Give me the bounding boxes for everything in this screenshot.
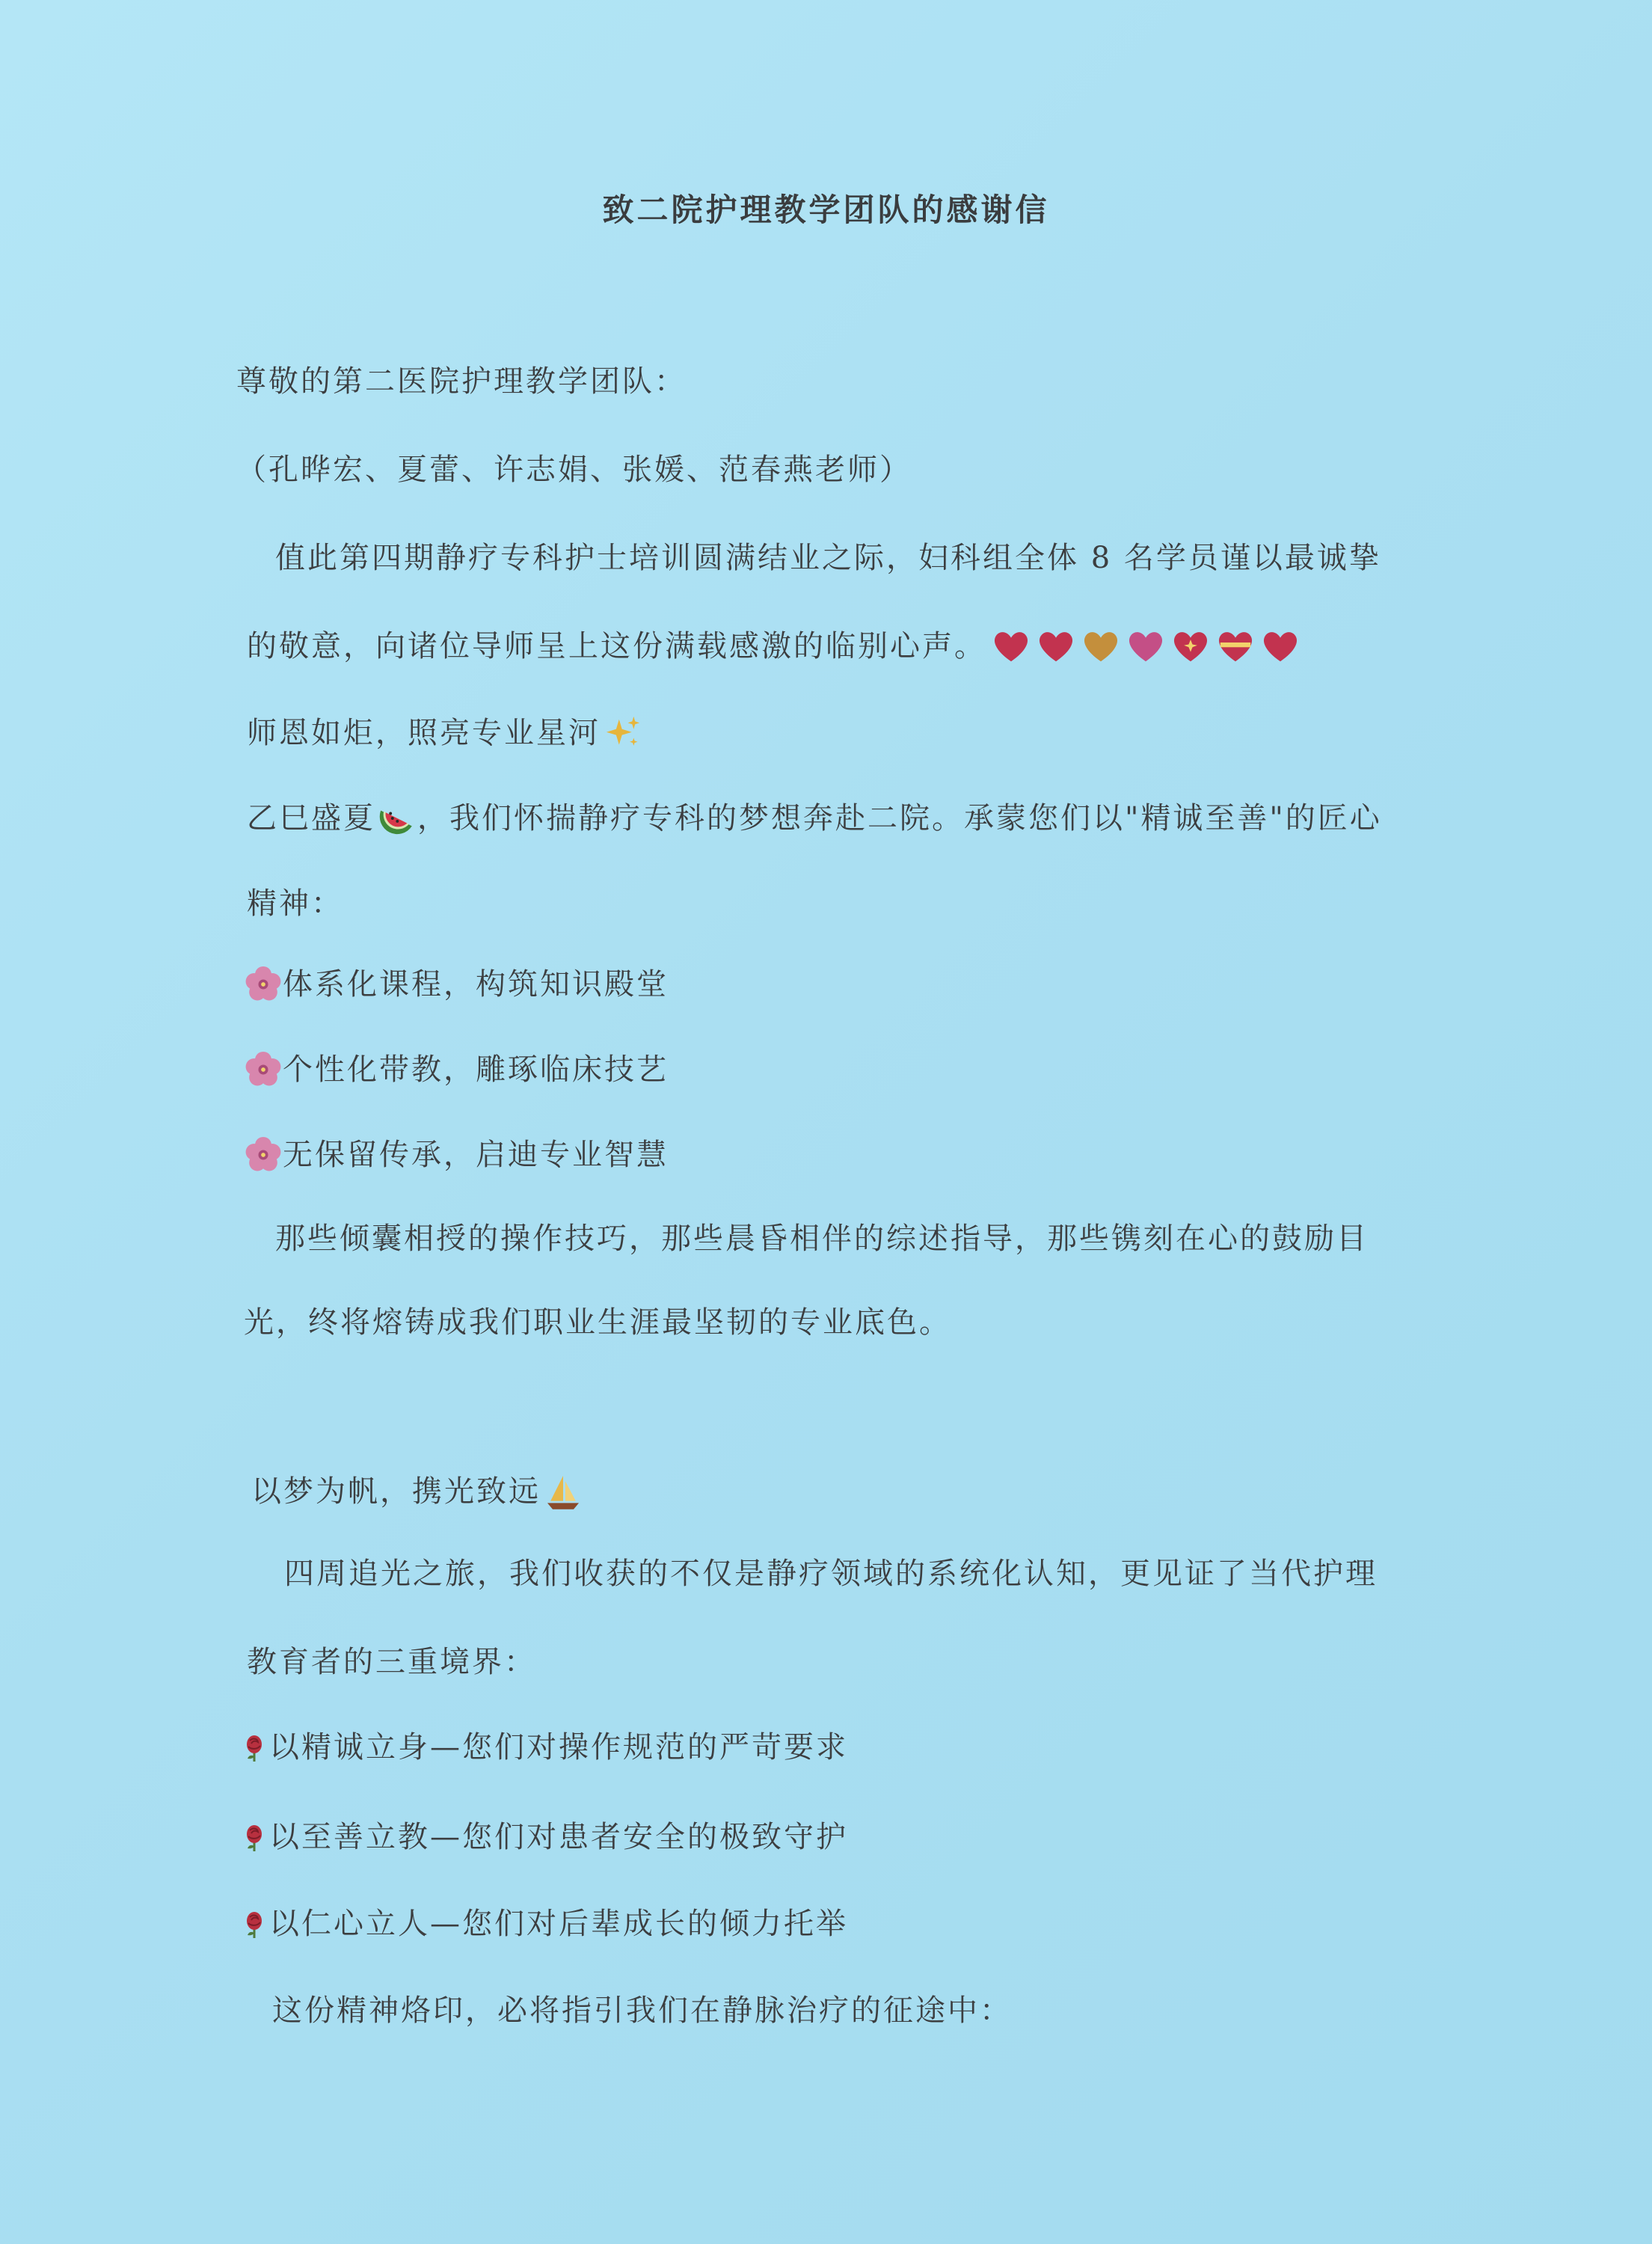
heading-1-text: 师恩如炬，照亮专业星河 — [247, 716, 601, 750]
bullet-2-text: 个性化带教，雕琢临床技艺 — [283, 1052, 669, 1087]
cherry-blossom-icon — [244, 1135, 283, 1174]
bullet-3-text: 无保留传承，启迪专业智慧 — [283, 1138, 669, 1172]
bullet-item-3 — [244, 1134, 669, 1176]
pink-heart-icon — [1126, 628, 1166, 664]
sparkling-heart-icon — [1170, 628, 1211, 664]
cherry-blossom-icon — [244, 1050, 283, 1089]
sparkles-icon — [604, 714, 642, 752]
bullet-item-1 — [244, 963, 669, 1005]
paragraph-1-line-2-text: 的敬意，向诸位导师呈上这份满载感激的临别心声。 — [247, 629, 986, 663]
paragraph-4-line-1: 四周追光之旅，我们收获的不仅是静疗领域的系统化认知，更见证了当代护理 — [284, 1557, 1378, 1591]
rose-item-1 — [239, 1726, 848, 1768]
paragraph-2-line-2: 精神： — [247, 886, 343, 921]
sailboat-icon — [542, 1471, 584, 1512]
gold-heart-icon — [1081, 628, 1121, 664]
rose-icon — [239, 1818, 269, 1857]
paragraph-3-line-2: 光，终将熔铸成我们职业生涯最坚韧的专业底色。 — [244, 1305, 951, 1340]
rose-2-text: 以至善立教—您们对患者安全的极致守护 — [269, 1820, 848, 1854]
letter-title: 致二院护理教学团队的感谢信 — [602, 191, 1050, 228]
red-heart-icon — [1036, 628, 1076, 664]
season-text: 乙巳盛夏 — [247, 801, 375, 836]
teachers-list: （孔晔宏、夏蕾、许志娟、张媛、范春燕老师） — [236, 453, 912, 487]
salutation: 尊敬的第二医院护理教学团队： — [236, 364, 687, 399]
paragraph-3-line-1: 那些倾囊相授的操作技巧，那些晨昏相伴的综述指导，那些镌刻在心的鼓励目 — [275, 1221, 1369, 1256]
heading-2 — [251, 1471, 584, 1512]
rose-item-3 — [239, 1903, 848, 1945]
red-heart-icon — [1260, 628, 1301, 664]
rose-icon — [239, 1728, 269, 1767]
paragraph-2-line-1 — [247, 797, 1382, 839]
paragraph-5-line-1: 这份精神烙印，必将指引我们在静脉治疗的征途中： — [272, 1993, 1012, 2028]
heading-2-text: 以梦为帆，携光致远 — [251, 1474, 541, 1509]
cherry-blossom-icon — [244, 965, 283, 1004]
red-heart-icon — [991, 628, 1031, 664]
paragraph-4-line-2: 教育者的三重境界： — [247, 1645, 536, 1679]
heart-with-ribbon-icon — [1215, 628, 1256, 664]
watermelon-icon — [377, 799, 416, 838]
rose-item-2 — [239, 1816, 848, 1858]
rose-icon — [239, 1904, 269, 1943]
heading-1 — [247, 712, 642, 754]
bullet-1-text: 体系化课程，构筑知识殿堂 — [283, 967, 669, 1002]
paragraph-1-line-2 — [247, 625, 1301, 667]
rose-3-text: 以仁心立人—您们对后辈成长的倾力托举 — [269, 1907, 848, 1941]
rose-1-text: 以精诚立身—您们对操作规范的严苛要求 — [269, 1730, 848, 1765]
paragraph-2-line-1-text: ，我们怀揣静疗专科的梦想奔赴二院。承蒙您们以"精诚至善"的匠心 — [417, 801, 1382, 836]
bullet-item-2 — [244, 1049, 669, 1091]
paragraph-1-line-1: 值此第四期静疗专科护士培训圆满结业之际，妇科组全体 8 名学员谨以最诚挚 — [275, 541, 1381, 575]
